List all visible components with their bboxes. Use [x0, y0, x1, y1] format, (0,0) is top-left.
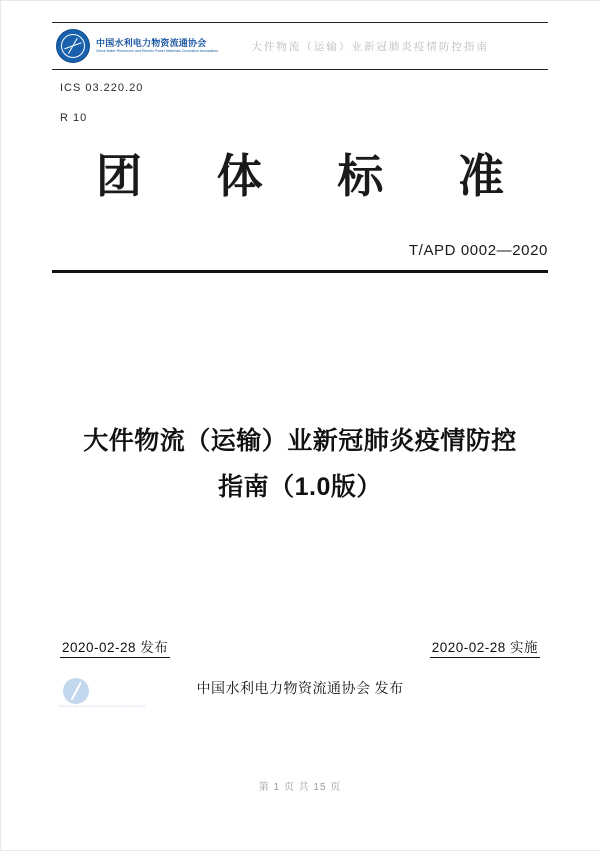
- standard-number: T/APD 0002—2020: [408, 242, 548, 259]
- association-name-cn: 中国水利电力物资流通协会: [96, 37, 207, 48]
- document-title-line-2: 指南（1.0版）: [218, 473, 382, 502]
- classification-code: R 10: [60, 112, 88, 124]
- document-title-line-1: 大件物流（运输）业新冠肺炎疫情防控: [83, 427, 517, 455]
- standard-type-title: [96, 140, 506, 206]
- page-header: [52, 22, 548, 70]
- standard-type-char-4: 准: [457, 150, 506, 202]
- association-name-block: [96, 39, 218, 54]
- issuer-line: 中国水利电力物资流通协会 发布: [196, 682, 404, 697]
- watermark-text: China Water Resources and Electric Power Materials Circulation Association: [58, 705, 146, 708]
- title-divider: [52, 270, 548, 273]
- association-logo-icon: [56, 29, 90, 63]
- standard-type-char-3: 标: [337, 150, 386, 202]
- header-running-title: 大件物流（运输）业新冠肺炎疫情防控指南: [251, 40, 489, 53]
- page-footer: 第 1 页 共 15 页: [258, 782, 342, 793]
- association-name-en: China Water Resources and Electric Power Materials Circulation Association: [96, 48, 219, 53]
- standard-type-char-1: 团: [96, 150, 144, 202]
- effective-date: 2020-02-28 实施: [430, 636, 540, 658]
- dates-row: [60, 636, 540, 658]
- standard-type-char-2: 体: [216, 150, 265, 202]
- logo-inner-mark: [61, 34, 85, 58]
- document-title: [60, 418, 540, 511]
- ics-code: ICS 03.220.20: [60, 82, 144, 94]
- issue-date: 2020-02-28 发布: [60, 636, 170, 658]
